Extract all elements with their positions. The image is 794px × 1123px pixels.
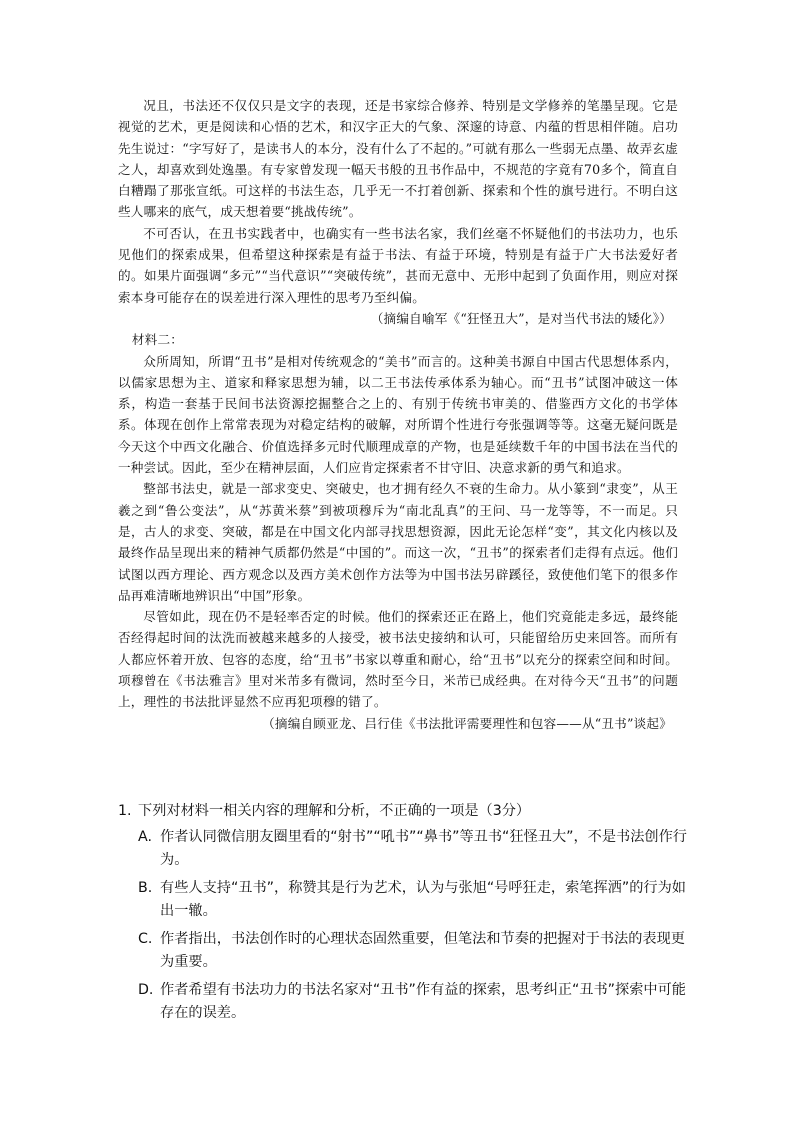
option-letter: B. [138, 879, 153, 896]
option-d[interactable] [118, 979, 688, 1026]
material-two-source: （摘编自顾亚龙、吕行佳《书法批评需要理性和包容——从“丑书”谈起》 [262, 715, 672, 731]
option-letter: A. [138, 828, 152, 845]
material-two-label: 材料二： [131, 332, 184, 348]
option-text: 作者希望有书法功力的书法名家对“丑书”作有益的探索，思考纠正“丑书”探索中可能存在的误差。 [160, 981, 686, 1021]
passage-paragraph-2: 不可否认，在丑书实践者中，也确实有一些书法名家，我们丝毫不怀疑他们的书法功力，也乐见他们的探索成果，但希望这种探索是有益于书法、有益于环境，特别是有益于广大书法爱好者的。如果片面强调“多元”“当代意识”“突破传统”，甚而无意中、无形中起到了负面作用，则应对探索本身可能存在的误差进行深入理性的思考乃至纠偏。 [118, 225, 678, 305]
question-block [118, 800, 688, 1030]
option-text: 有些人支持“丑书”，称赞其是行为艺术，认为与张旭“号呼狂走，索笔挥洒”的行为如出一辙。 [160, 879, 686, 919]
option-letter: D. [138, 981, 154, 998]
question-stem [118, 800, 688, 824]
option-text: 作者认同微信朋友圈里看的“射书”“吼书”“鼻书”等丑书“狂怪丑大”，不是书法创作行为。 [160, 828, 687, 868]
option-text: 作者指出，书法创作时的心理状态固然重要，但笔法和节奏的把握对于书法的表现更为重要。 [160, 930, 685, 970]
passage-paragraph-4: 整部书法史，就是一部求变史、突破史，也才拥有经久不衰的生命力。从小篆到“隶变”，从王羲之到“鲁公变法”，从“苏黄米蔡”到被项穆斥为“南北乱真”的王问、马一龙等等，不一而足。只是，古人的求变、突破，都是在中国文化内部寻找思想资源，因此无论怎样“变”，其文化内核以及最终作品呈现出来的精神气质都仍然是“中国的”。而这一次，“丑书”的探索者们走得有点远。他们试图以西方理论、西方观念以及西方美术创作方法等为中国书法另辟蹊径，致使他们笔下的很多作品再难清晰地辨识出“中国”形象。 [118, 481, 678, 603]
passage-paragraph-5: 尽管如此，现在仍不是轻率否定的时候。他们的探索还正在路上，他们究竟能走多远，最终能否经得起时间的汰洗而被越来越多的人接受，被书法史接纳和认可，只能留给历史来回答。而所有人都应怀着开放、包容的态度，给“丑书”书家以尊重和耐心，给“丑书”以充分的探索空间和时间。项穆曾在《书法雅言》里对米芾多有微词，然时至今日，米芾已成经典。在对待今天“丑书”的问题上，理性的书法批评显然不应再犯项穆的错了。 [118, 609, 678, 710]
option-letter: C. [138, 930, 153, 947]
passage-paragraph-1: 况且，书法还不仅仅只是文字的表现，还是书家综合修养、特别是文学修养的笔墨呈现。它是视觉的艺术，更是阅读和心悟的艺术，和汉字正大的气象、深邃的诗意、内蕴的哲思相伴随。启功先生说过：“字写好了，是读书人的本分，没有什么了不起的。”可就有那么一些弱无点墨、故弄玄虚之人，却喜欢到处逸墨。有专家曾发现一幅天书般的丑书作品中，不规范的字竟有70多个，简直自白糟蹋了那张宣纸。可这样的书法生态，几乎无一不打着创新、探索和个性的旗号进行。不明白这些人哪来的底气，成天想着要“挑战传统”。 [118, 98, 678, 220]
reading-passage [118, 95, 678, 734]
option-c[interactable] [118, 928, 688, 975]
question-number: 1. [118, 803, 132, 819]
option-a[interactable] [118, 826, 688, 873]
material-one-source: （摘编自喻军《“狂怪丑大”，是对当代书法的矮化》） [370, 310, 672, 326]
option-b[interactable] [118, 877, 688, 924]
passage-paragraph-3: 众所周知，所谓“丑书”是相对传统观念的“美书”而言的。这种美书源自中国古代思想体系内，以儒家思想为主、道家和释家思想为辅，以二王书法传承体系为轴心。而“丑书”试图冲破这一体系，构造一套基于民间书法资源挖掘整合之上的、有别于传统书审美的、借鉴西方文化的书学体系。体现在创作上常常表现为对稳定结构的破解，对所谓个性进行夸张强调等等。这毫无疑问既是今天这个中西文化融合、价值选择多元时代顺理成章的产物，也是延续数千年的中国书法在当代的一种尝试。因此，至少在精神层面，人们应肯定探索者不甘守旧、决意求新的勇气和追求。 [118, 353, 678, 476]
question-text: 下列对材料一相关内容的理解和分析，不正确的一项是（3分） [138, 803, 531, 819]
